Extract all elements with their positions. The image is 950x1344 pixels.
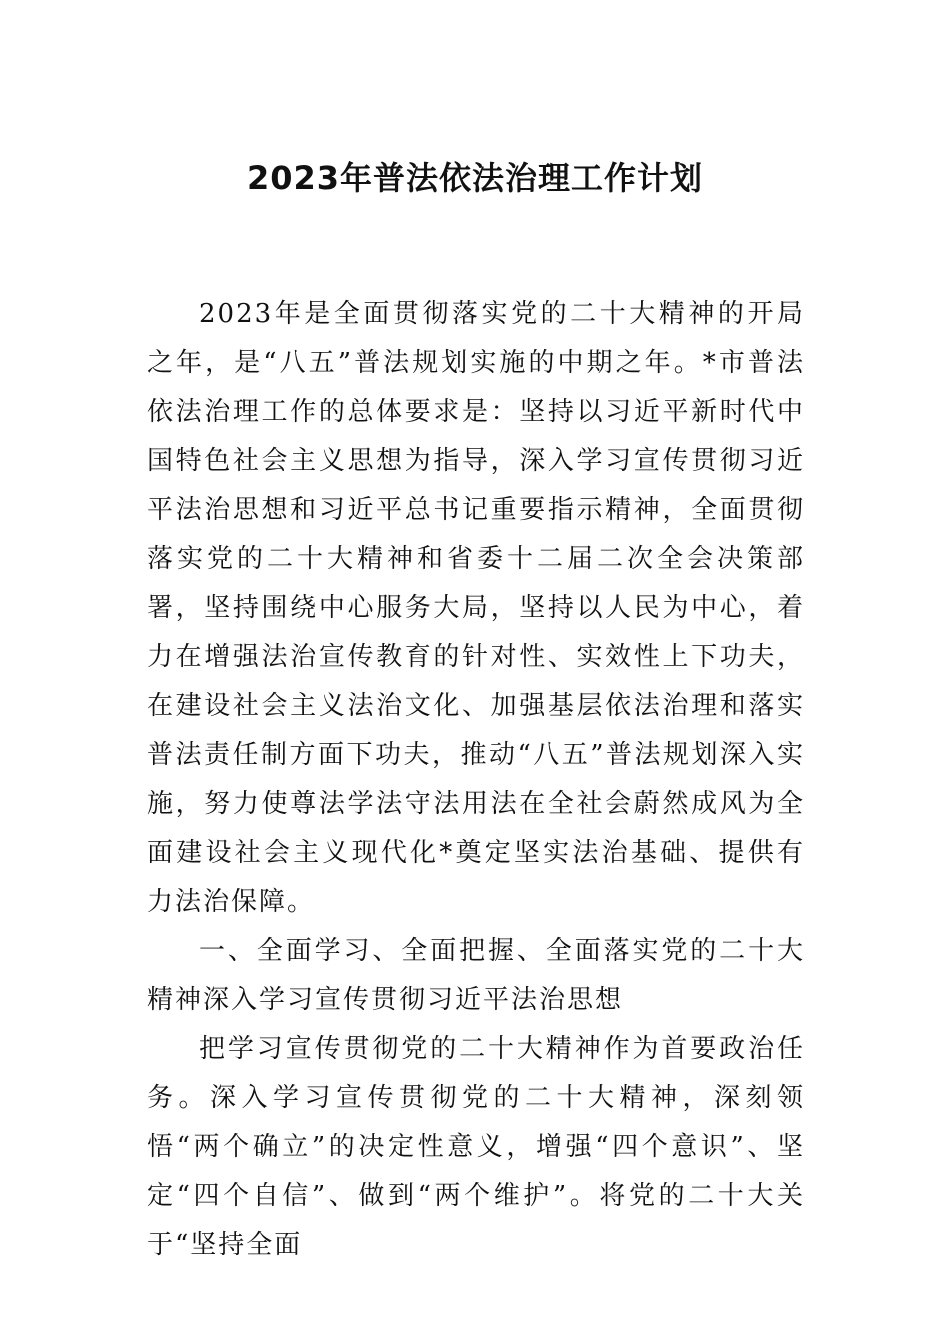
document-body: [147, 290, 805, 1270]
intro-paragraph: 2023年是全面贯彻落实党的二十大精神的开局之年，是“八五”普法规划实施的中期之年。*市普法依法治理工作的总体要求是：坚持以习近平新时代中国特色社会主义思想为指导，深入学习宣传贯彻习近平法治思想和习近平总书记重要指示精神，全面贯彻落实党的二十大精神和省委十二届二次全会决策部署，坚持围绕中心服务大局，坚持以人民为中心，着力在增强法治宣传教育的针对性、实效性上下功夫，在建设社会主义法治文化、加强基层依法治理和落实普法责任制方面下功夫，推动“八五”普法规划深入实施，努力使尊法学法守法用法在全社会蔚然成风为全面建设社会主义现代化*奠定坚实法治基础、提供有力法治保障。: [147, 299, 805, 917]
section-heading: 一、全面学习、全面把握、全面落实党的二十大精神深入学习宣传贯彻习近平法治思想: [147, 936, 805, 1015]
document-title: 2023年普法依法治理工作计划: [246, 159, 704, 197]
section-paragraph: 把学习宣传贯彻党的二十大精神作为首要政治任务。深入学习宣传贯彻党的二十大精神，深刻领悟“两个确立”的决定性意义，增强“四个意识”、坚定“四个自信”、做到“两个维护”。将党的二十大关于“坚持全面: [147, 1034, 805, 1260]
